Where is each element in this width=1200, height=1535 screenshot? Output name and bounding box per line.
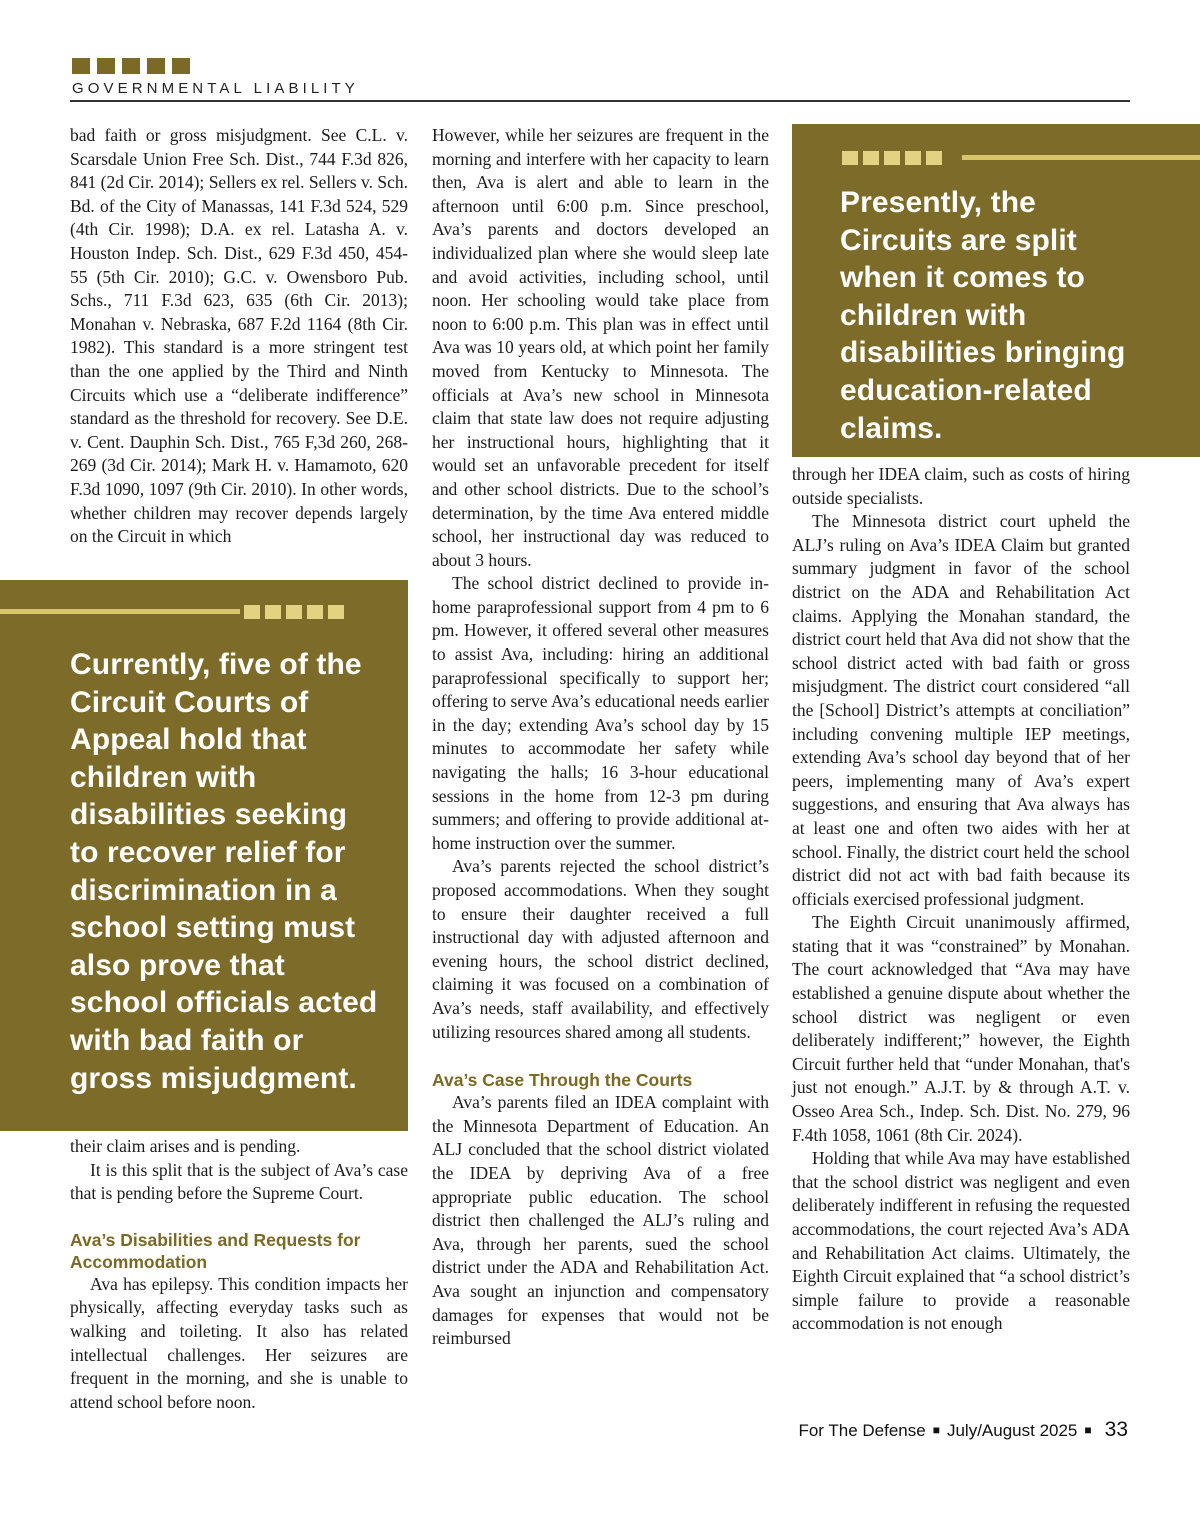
paragraph: The Eighth Circuit unanimously affirmed, stating that it was “constrained” by Monahan. The court acknowledged that “Ava may have established a genuine dispute about whether the school district was negligent or even deliberately indifferent;” however, the Eighth Circuit further held that “under Monahan, that's just not enough.” A.J.T. by & through A.T. v. Osseo Area Sch., Indep. Sch. Dist. No. 279, 96 F.4th 1058, 1061 (8th Cir. 2024). (792, 912, 1130, 1145)
pull-quote-decorative-squares (842, 151, 942, 165)
paragraph: their claim arises and is pending. (70, 1136, 301, 1156)
pull-quote-left (0, 580, 408, 1131)
column-1-bottom (70, 1135, 408, 1414)
pull-quote-decorative-squares (244, 605, 344, 619)
header-decorative-squares (72, 58, 190, 74)
header-rule (70, 100, 1130, 102)
pull-quote-accent-bar (0, 609, 240, 614)
bullet-separator: ■ (1084, 1423, 1092, 1437)
subheading: Ava’s Case Through the Courts (432, 1070, 693, 1091)
paragraph: through her IDEA claim, such as costs of hiring outside specialists. (792, 464, 1130, 508)
pull-quote-text: Presently, the Circuits are split when it comes to children with disabilities bringing education-related claims. (840, 186, 1126, 445)
paragraph: It is this split that is the subject of Ava’s case that is pending before the Supreme Court. (70, 1159, 408, 1204)
pull-quote-right (792, 124, 1200, 457)
pull-quote-text: Currently, five of the Circuit Courts of Appeal hold that children with disabilities seeking to recover relief for discrimination in a school setting must also prove that school officials acted with bad faith or gross misjudgment. (70, 648, 378, 1095)
column-3 (792, 463, 1130, 1336)
section-label: GOVERNMENTAL LIABILITY (72, 80, 359, 97)
paragraph: Ava’s parents rejected the school district’s proposed accommodations. When they sought to ensure their daughter received a full instructional day with adjusted afternoon and evening hours, the school district declined, claiming it was focused on a combination of Ava’s needs, staff availability, and effectively utilizing resources shared among all students. (432, 856, 769, 1042)
column-1-top (70, 124, 408, 549)
column-2 (432, 124, 769, 1351)
issue-date: July/August 2025 (946, 1421, 1078, 1440)
paragraph: The Minnesota district court upheld the ALJ’s ruling on Ava’s IDEA Claim but granted summary judgment in favor of the school district on the ADA and Rehabilitation Act claims. Applying the Monahan standard, the district court held that Ava did not show that the school district acted with bad faith or gross misjudgment. The district court considered “all the [School] District’s attempts at conciliation” including convening multiple IEP meetings, extending Ava’s school day beyond that of her peers, implementing many of Ava’s expert suggestions, and ensuring that Ava always has at least one and often two aides with her at school. Finally, the district court held the school district did not act with bad faith because its officials exercised professional judgment. (792, 511, 1130, 909)
paragraph: Ava has epilepsy. This condition impacts her physically, affecting everyday tasks such as walking and toileting. It also has related intellectual challenges. Her seizures are frequent in the morning, and she is unable to attend school before noon. (70, 1273, 408, 1412)
publication-name: For The Defense (798, 1421, 926, 1440)
bullet-separator: ■ (932, 1423, 940, 1437)
page-number: 33 (1104, 1418, 1128, 1441)
paragraph: bad faith or gross misjudgment. See C.L. v. Scarsdale Union Free Sch. Dist., 744 F.3d 826, 841 (2d Cir. 2014); Sellers ex rel. Sellers v. Sch. Bd. of the City of Manassas, 141 F.3d 524, 529 (4th Cir. 1998); D.A. ex rel. Latasha A. v. Houston Indep. Sch. Dist., 629 F.3d 450, 454-55 (5th Cir. 2010); G.C. v. Owensboro Pub. Schs., 711 F.3d 623, 635 (6th Cir. 2013); Monahan v. Nebraska, 687 F.2d 1164 (8th Cir. 1982). This standard is a more stringent test than the one applied by the Third and Ninth Circuits which use a “deliberate indifference” standard as the threshold for recovery. See D.E. v. Cent. Dauphin Sch. Dist., 765 F,3d 260, 268-269 (3d Cir. 2014); Mark H. v. Hamamoto, 620 F.3d 1090, 1097 (9th Cir. 2010). In other words, whether children may recover depends largely on the Circuit in which (70, 125, 408, 547)
paragraph: However, while her seizures are frequent in the morning and interfere with her capacity to learn then, Ava is alert and able to learn in the afternoon until 6:00 p.m. Since preschool, Ava’s parents and doctors developed an individualized plan where she would sleep late and avoid activities, including school, until noon. Her schooling would take place from noon to 6:00 p.m. This plan was in effect until Ava was 10 years old, at which point her family moved from Kentucky to Minnesota. The officials at Ava’s new school in Minnesota claim that state law does not require adjusting her instructional hours, highlighting that it would set an unfavorable precedent for itself and other school districts. Due to the school’s determination, by the time Ava entered middle school, her instructional day was reduced to about 3 hours. (432, 125, 769, 570)
paragraph: Ava’s parents filed an IDEA complaint with the Minnesota Department of Education. An ALJ concluded that the school district violated the IDEA by depriving Ava of a free appropriate public education. The school district then challenged the ALJ’s ruling and Ava, through her parents, sued the school district under the ADA and Rehabilitation Act. Ava sought an injunction and compensatory damages for expenses that would not be reimbursed (432, 1092, 769, 1349)
subheading: Ava’s Disabilities and Requests for Accommodation (70, 1229, 361, 1272)
paragraph: Holding that while Ava may have established that the school district was negligent and even deliberately indifferent in refusing the requested accommodations, the court rejected Ava’s ADA and Rehabilitation Act claims. Ultimately, the Eighth Circuit explained that “a school district’s simple failure to provide a reasonable accommodation is not enough (792, 1148, 1130, 1334)
pull-quote-accent-bar (962, 155, 1200, 160)
paragraph: The school district declined to provide in-home paraprofessional support from 4 pm to 6 pm. However, it offered several other measures to assist Ava, including: hiring an additional paraprofessional specifically to support her; offering to serve Ava’s educational needs earlier in the day; extending Ava’s school day by 15 minutes to accommodate her safety while navigating the halls; 16 3-hour educational sessions in the home from 12-3 pm during summers; and offering to provide additional at-home instruction over the summer. (432, 573, 769, 853)
page-footer (798, 1418, 1128, 1442)
